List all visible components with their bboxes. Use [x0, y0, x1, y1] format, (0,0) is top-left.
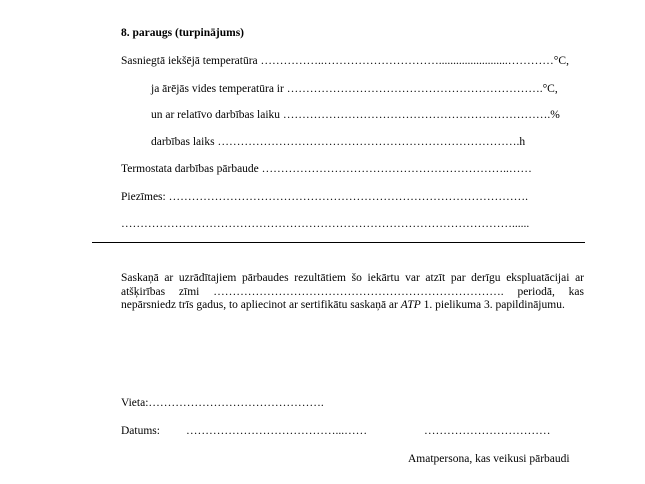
notes-row — [121, 190, 528, 204]
place-row — [121, 396, 324, 410]
date-field[interactable]: …………………………………...…… — [186, 425, 368, 437]
thermostat-check-label: Termostata darbības pārbaude — [121, 163, 259, 175]
relative-time-label: un ar relatīvo darbības laiku — [151, 109, 281, 121]
atp-reference: ATP — [400, 299, 421, 311]
statement-text: Saskaņā ar uzrādītajiem pārbaudes rezultātiem šo iekārtu var atzīt par derīgu ekspluatācijai ar atšķirības zīmi …………………………………………………………………. periodā, kas nepārsniedz trīs gadus, to apliecinot ar sertifikātu saskaņā ar — [121, 272, 584, 311]
operating-time-row — [151, 135, 525, 149]
place-field[interactable]: ………………………………………. — [148, 397, 324, 409]
notes-label: Piezīmes: — [121, 191, 166, 203]
temperature-label: Sasniegtā iekšējā temperatūra — [121, 55, 258, 67]
signature-field[interactable]: …………………………… — [424, 425, 551, 437]
section-divider — [92, 242, 585, 243]
outside-temperature-field[interactable]: ………………………………………………………….°C, — [283, 83, 558, 95]
official-label: Amatpersona, kas veikusi pārbaudi — [408, 453, 570, 465]
date-label: Datums: — [121, 425, 160, 437]
temperature-row — [121, 54, 569, 68]
place-label: Vieta: — [121, 397, 149, 409]
relative-time-row — [151, 108, 560, 122]
outside-temperature-row — [151, 82, 558, 96]
thermostat-check-field[interactable]: ………………………………………………………..…… — [258, 163, 532, 175]
notes-line-2[interactable]: …………………………………………………………………………………………...... — [121, 218, 530, 230]
heading: 8. paraugs (turpinājums) — [121, 27, 245, 39]
temperature-field[interactable]: ……………..…………………………........................…………°C, — [257, 55, 569, 67]
operating-time-field[interactable]: …………………………………………………………………….h — [214, 136, 526, 148]
outside-temperature-label: ja ārējās vides temperatūra ir — [151, 83, 284, 95]
operating-time-label: darbības laiks — [151, 136, 215, 148]
certification-statement — [121, 272, 584, 313]
notes-field[interactable]: …………………………………………………………………………………. — [165, 191, 528, 203]
statement-text-end: 1. pielikuma 3. papildinājumu. — [420, 299, 565, 311]
thermostat-check-row — [121, 162, 532, 176]
relative-time-field[interactable]: …………………………………………………………….% — [280, 109, 560, 121]
